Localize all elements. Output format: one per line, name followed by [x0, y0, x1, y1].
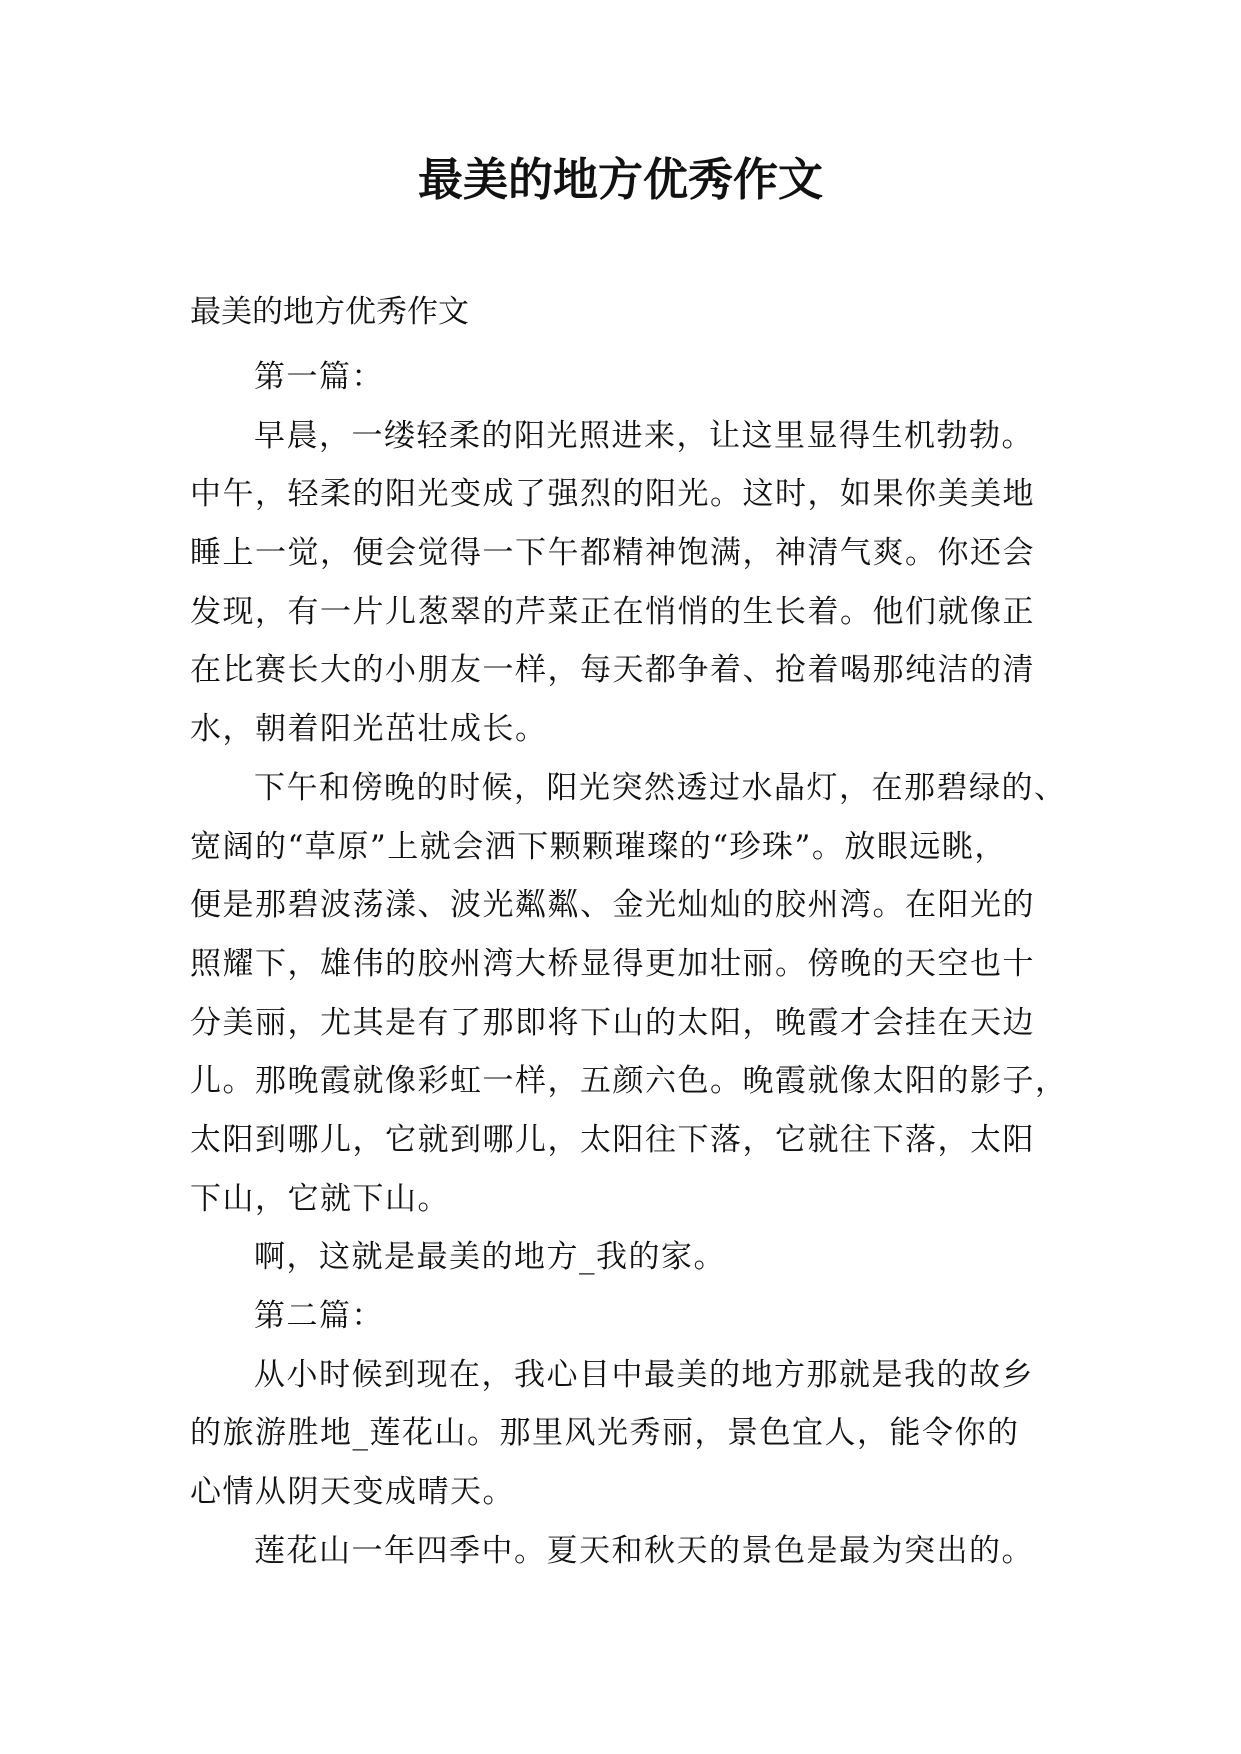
text-line: 第一篇： — [254, 359, 384, 395]
text-line: 下山，它就下山。 — [190, 1180, 450, 1217]
text-line: 便是那碧波荡漾、波光粼粼、金光灿灿的胶州湾。在阳光的 — [190, 887, 1035, 924]
text-line: 宽阔的“草原”上就会洒下颗颗璀璨的“珍珠”。放眼远眺， — [190, 828, 1007, 865]
text-line: 发现，有一片儿葱翠的芹菜正在悄悄的生长着。他们就像正 — [190, 593, 1035, 630]
text-line: 早晨，一缕轻柔的阳光照进来，让这里显得生机勃勃。 — [254, 417, 1034, 454]
text-line: 下午和傍晚的时候，阳光突然透过水晶灯，在那碧绿的、 — [254, 769, 1067, 806]
document-subtitle: 最美的地方优秀作文 — [190, 294, 469, 330]
text-line: 中午，轻柔的阳光变成了强烈的阳光。这时，如果你美美地 — [190, 476, 1035, 513]
text-line: 莲花山一年四季中。夏天和秋天的景色是最为突出的。 — [254, 1532, 1034, 1569]
text-line: 心情从阴天变成晴天。 — [190, 1474, 515, 1511]
document-body — [190, 348, 1090, 1580]
text-line: 从小时候到现在，我心目中最美的地方那就是我的故乡 — [254, 1356, 1034, 1393]
document-title: 最美的地方优秀作文 — [417, 153, 823, 206]
text-line: 儿。那晚霞就像彩虹一样，五颜六色。晚霞就像太阳的影子， — [190, 1063, 1068, 1100]
text-line: 太阳到哪儿，它就到哪儿，太阳往下落，它就往下落，太阳 — [190, 1121, 1035, 1158]
text-line: 照耀下，雄伟的胶州湾大桥显得更加壮丽。傍晚的天空也十 — [190, 945, 1035, 982]
text-line: 在比赛长大的小朋友一样，每天都争着、抢着喝那纯洁的清 — [190, 652, 1035, 689]
text-line: 的旅游胜地_莲花山。那里风光秀丽，景色宜人，能令你的 — [190, 1415, 1020, 1452]
text-line: 分美丽，尤其是有了那即将下山的太阳，晚霞才会挂在天边 — [190, 1004, 1035, 1041]
text-line: 睡上一觉，便会觉得一下午都精神饱满，神清气爽。你还会 — [190, 535, 1035, 572]
text-line: 水，朝着阳光茁壮成长。 — [190, 711, 548, 748]
text-line: 第二篇： — [254, 1298, 384, 1334]
text-line: 啊，这就是最美的地方_我的家。 — [254, 1239, 726, 1276]
